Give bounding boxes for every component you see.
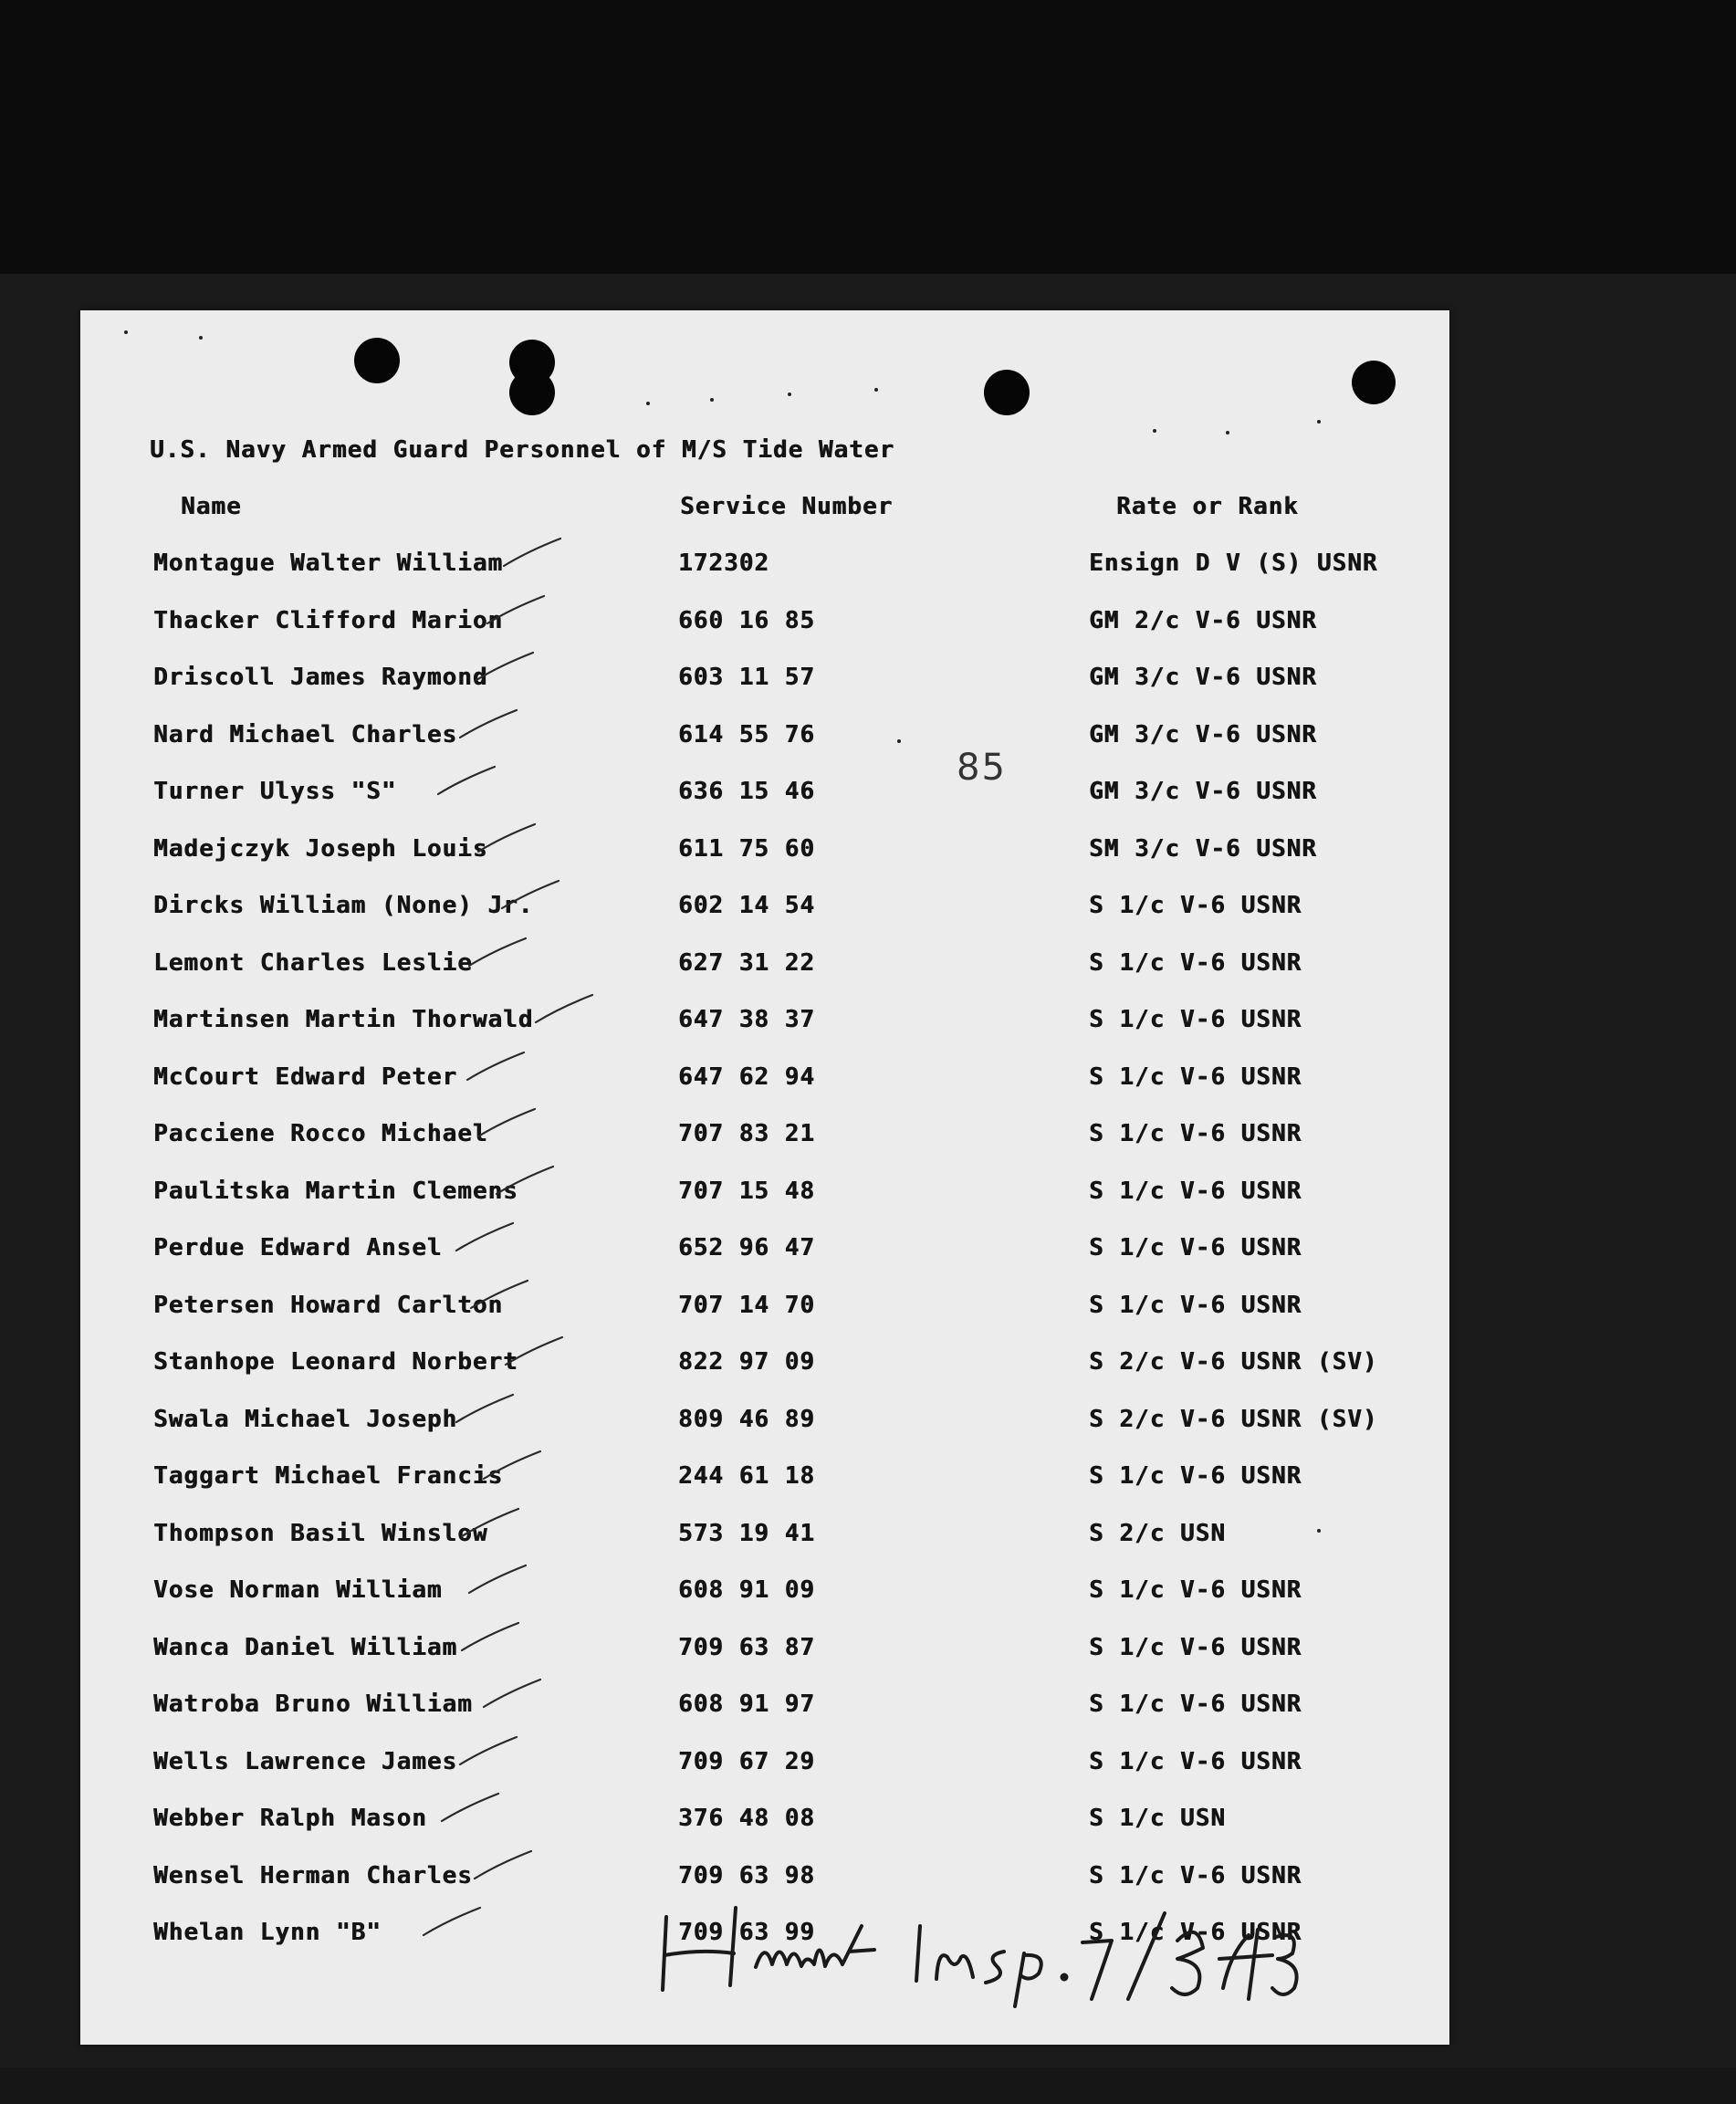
- table-row: [80, 1234, 1449, 1271]
- check-mark: [420, 1904, 484, 1941]
- service-number-cell: 603 11 57: [678, 664, 815, 691]
- name-cell: Perdue Edward Ansel: [153, 1234, 443, 1261]
- rate-cell: Ensign D V (S) USNR: [1089, 550, 1378, 577]
- service-number-cell: 822 97 09: [678, 1348, 815, 1376]
- rate-cell: S 2/c USN: [1089, 1519, 1226, 1547]
- name-cell: Nard Michael Charles: [153, 720, 458, 748]
- service-number-cell: 636 15 46: [678, 778, 815, 805]
- table-row: [80, 1576, 1449, 1613]
- rate-cell: S 1/c V-6 USNR: [1089, 1291, 1302, 1319]
- name-cell: Madejczyk Joseph Louis: [153, 834, 488, 863]
- name-cell: Thacker Clifford Marion: [153, 606, 504, 634]
- name-cell: Montague Walter William: [153, 550, 504, 577]
- punch-hole: [984, 370, 1030, 415]
- column-header-name: Name: [181, 493, 242, 520]
- name-cell: Taggart Michael Francis: [153, 1462, 504, 1490]
- table-row: [80, 1006, 1449, 1042]
- name-cell: Lemont Charles Leslie: [153, 948, 473, 977]
- punch-hole: [354, 338, 400, 383]
- rate-cell: S 1/c V-6 USNR: [1089, 1006, 1302, 1033]
- name-cell: Wells Lawrence James: [153, 1747, 458, 1775]
- check-mark: [480, 1448, 544, 1484]
- document-title: U.S. Navy Armed Guard Personnel of M/S Tide Water: [150, 436, 895, 464]
- rate-cell: S 1/c V-6 USNR: [1089, 1234, 1302, 1261]
- table-row: [80, 892, 1449, 928]
- rate-cell: S 1/c V-6 USNR: [1089, 1120, 1302, 1147]
- name-cell: Stanhope Leonard Norbert: [153, 1348, 518, 1376]
- check-mark: [532, 991, 596, 1028]
- speck: [1153, 429, 1156, 433]
- check-mark: [471, 1848, 535, 1884]
- rate-cell: S 2/c V-6 USNR (SV): [1089, 1405, 1378, 1433]
- service-number-cell: 608 91 97: [678, 1691, 815, 1718]
- punch-hole: [509, 370, 555, 415]
- speck: [646, 402, 650, 405]
- name-cell: Thompson Basil Winslow: [153, 1519, 488, 1547]
- check-mark: [465, 935, 529, 971]
- service-number-cell: 611 75 60: [678, 834, 815, 863]
- name-cell: Vose Norman William: [153, 1576, 443, 1604]
- check-mark: [475, 1105, 539, 1142]
- service-number-cell: 608 91 09: [678, 1576, 815, 1604]
- rate-cell: S 1/c V-6 USNR: [1089, 1633, 1302, 1661]
- table-row: [80, 778, 1449, 814]
- check-mark: [453, 1219, 517, 1256]
- check-mark: [498, 877, 562, 914]
- rate-cell: S 1/c USN: [1089, 1805, 1226, 1832]
- name-cell: Dircks William (None) Jr.: [153, 892, 534, 919]
- check-mark: [458, 1505, 522, 1542]
- name-cell: Whelan Lynn "B": [153, 1919, 382, 1946]
- speck: [874, 388, 878, 392]
- service-number-cell: 614 55 76: [678, 720, 815, 748]
- rate-cell: S 1/c V-6 USNR: [1089, 1861, 1302, 1889]
- speck: [199, 336, 203, 340]
- rate-cell: S 1/c V-6 USNR: [1089, 1919, 1302, 1946]
- check-mark: [453, 1391, 517, 1428]
- check-mark: [456, 707, 520, 743]
- rate-cell: S 1/c V-6 USNR: [1089, 892, 1302, 919]
- check-mark: [456, 1733, 520, 1770]
- table-row: [80, 1462, 1449, 1499]
- handwritten-signature: [646, 1899, 1303, 2008]
- service-number-cell: 709 63 99: [678, 1919, 815, 1946]
- check-mark: [500, 535, 564, 571]
- rate-cell: GM 3/c V-6 USNR: [1089, 778, 1317, 805]
- rate-cell: S 1/c V-6 USNR: [1089, 1747, 1302, 1775]
- service-number-cell: 709 63 98: [678, 1861, 815, 1889]
- service-number-cell: 707 83 21: [678, 1120, 815, 1147]
- rate-cell: S 2/c V-6 USNR (SV): [1089, 1348, 1378, 1376]
- name-cell: Wensel Herman Charles: [153, 1861, 473, 1889]
- film-band-bottom: [0, 2067, 1736, 2104]
- check-mark: [467, 1277, 531, 1314]
- rate-cell: GM 2/c V-6 USNR: [1089, 606, 1317, 634]
- margin-number: 85: [957, 747, 1007, 789]
- name-cell: McCourt Edward Peter: [153, 1062, 458, 1091]
- table-row: [80, 664, 1449, 700]
- column-header-rate: Rate or Rank: [1116, 493, 1299, 520]
- service-number-cell: 602 14 54: [678, 892, 815, 919]
- table-row: [80, 1862, 1449, 1899]
- service-number-cell: 376 48 08: [678, 1805, 815, 1832]
- name-cell: Wanca Daniel William: [153, 1633, 458, 1661]
- check-mark: [465, 1562, 529, 1598]
- table-row: [80, 1520, 1449, 1556]
- check-mark: [502, 1334, 566, 1370]
- table-row: [80, 835, 1449, 872]
- service-number-cell: 707 14 70: [678, 1291, 815, 1319]
- rate-cell: S 1/c V-6 USNR: [1089, 1062, 1302, 1091]
- service-number-cell: 652 96 47: [678, 1234, 815, 1261]
- speck: [710, 398, 714, 402]
- service-number-cell: 809 46 89: [678, 1405, 815, 1433]
- punch-hole: [1352, 361, 1396, 404]
- rate-cell: SM 3/c V-6 USNR: [1089, 834, 1317, 863]
- rate-cell: S 1/c V-6 USNR: [1089, 1691, 1302, 1718]
- speck: [1317, 420, 1321, 424]
- check-mark: [473, 649, 537, 686]
- table-row: [80, 1406, 1449, 1442]
- table-row: [80, 1805, 1449, 1841]
- speck: [124, 330, 128, 334]
- name-cell: Martinsen Martin Thorwald: [153, 1006, 534, 1033]
- check-mark: [458, 1619, 522, 1656]
- table-row: [80, 550, 1449, 586]
- check-mark: [438, 1790, 502, 1827]
- rate-cell: S 1/c V-6 USNR: [1089, 1177, 1302, 1205]
- check-mark: [480, 1676, 544, 1712]
- service-number-cell: 647 38 37: [678, 1006, 815, 1033]
- table-row: [80, 1063, 1449, 1100]
- check-mark: [475, 821, 539, 857]
- service-number-cell: 573 19 41: [678, 1519, 815, 1547]
- speck: [1226, 431, 1229, 434]
- table-row: [80, 1178, 1449, 1214]
- name-cell: Webber Ralph Mason: [153, 1805, 427, 1832]
- check-mark: [484, 592, 548, 629]
- rate-cell: S 1/c V-6 USNR: [1089, 948, 1302, 977]
- name-cell: Swala Michael Joseph: [153, 1405, 458, 1433]
- column-header-service-number: Service Number: [680, 493, 894, 520]
- film-band-top: [0, 0, 1736, 274]
- check-mark: [493, 1163, 557, 1199]
- service-number-cell: 709 67 29: [678, 1747, 815, 1775]
- service-number-cell: 709 63 87: [678, 1633, 815, 1661]
- name-cell: Turner Ulyss "S": [153, 778, 397, 805]
- name-cell: Driscoll James Raymond: [153, 664, 488, 691]
- name-cell: Pacciene Rocco Michael: [153, 1120, 488, 1147]
- table-row: [80, 1120, 1449, 1157]
- table-row: [80, 1634, 1449, 1670]
- rate-cell: GM 3/c V-6 USNR: [1089, 720, 1317, 748]
- service-number-cell: 172302: [678, 550, 769, 577]
- service-number-cell: 660 16 85: [678, 606, 815, 634]
- rate-cell: S 1/c V-6 USNR: [1089, 1576, 1302, 1604]
- table-row: [80, 949, 1449, 986]
- rate-cell: GM 3/c V-6 USNR: [1089, 664, 1317, 691]
- document-page: [80, 310, 1449, 2045]
- check-mark: [434, 763, 498, 800]
- table-row: [80, 1348, 1449, 1385]
- service-number-cell: 244 61 18: [678, 1462, 815, 1490]
- table-row: [80, 1292, 1449, 1328]
- service-number-cell: 707 15 48: [678, 1177, 815, 1205]
- table-row: [80, 1691, 1449, 1727]
- table-row: [80, 721, 1449, 758]
- name-cell: Watroba Bruno William: [153, 1691, 473, 1718]
- name-cell: Petersen Howard Carlton: [153, 1291, 504, 1319]
- check-mark: [464, 1049, 528, 1085]
- table-row: [80, 1748, 1449, 1785]
- rate-cell: S 1/c V-6 USNR: [1089, 1462, 1302, 1490]
- name-cell: Paulitska Martin Clemens: [153, 1177, 518, 1205]
- speck: [788, 393, 791, 396]
- table-row: [80, 607, 1449, 644]
- service-number-cell: 647 62 94: [678, 1062, 815, 1091]
- service-number-cell: 627 31 22: [678, 948, 815, 977]
